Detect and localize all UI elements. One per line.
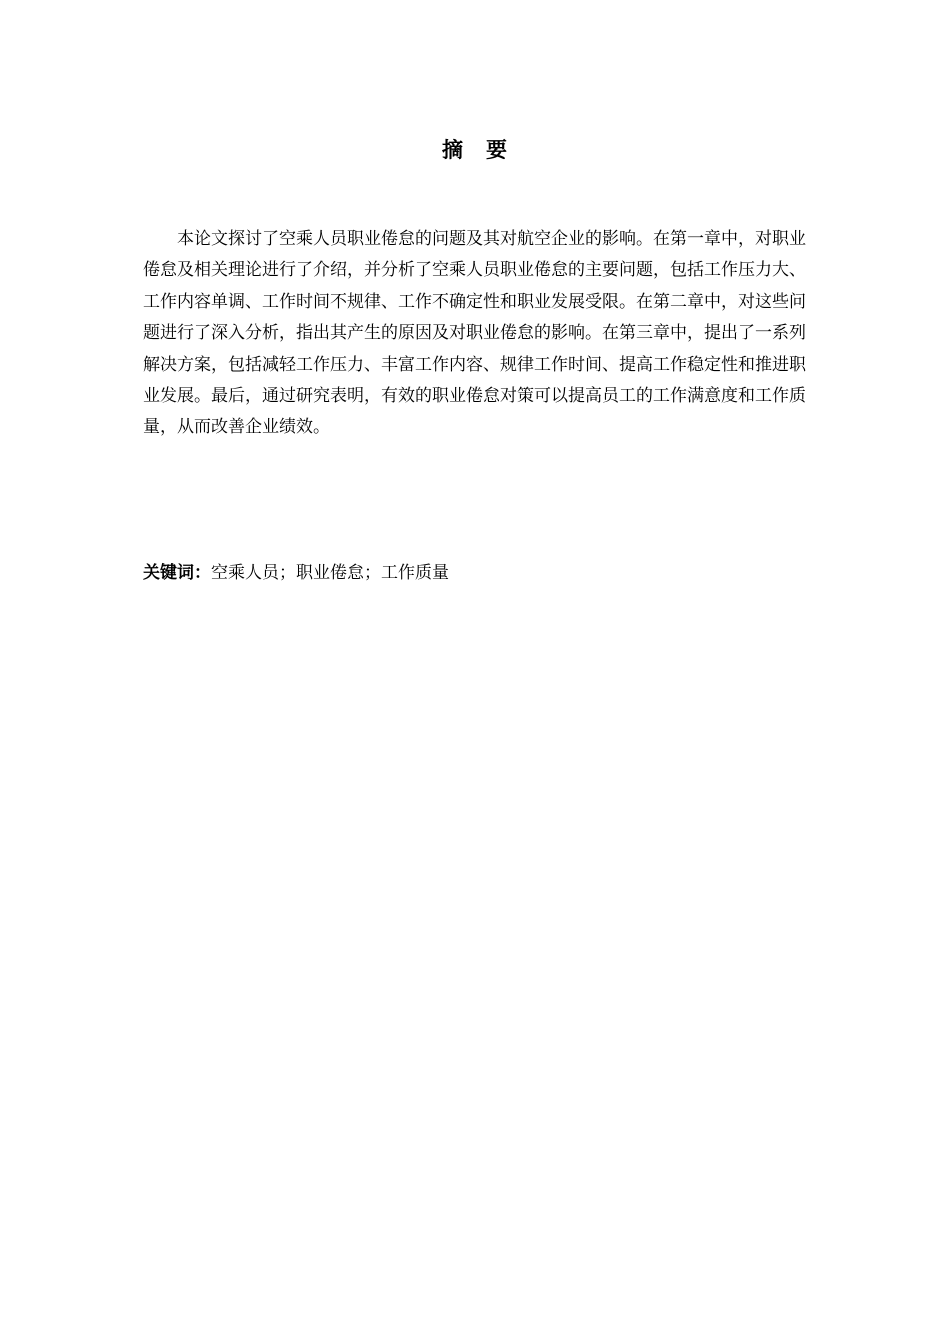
abstract-title-part2: 要 bbox=[486, 138, 508, 162]
keywords-label: 关键词： bbox=[143, 563, 211, 583]
abstract-body: 本论文探讨了空乘人员职业倦怠的问题及其对航空企业的影响。在第一章中，对职业倦怠及相关理论进行了介绍，并分析了空乘人员职业倦怠的主要问题，包括工作压力大、工作内容单调、工作时间不规律、工作不确定性和职业发展受限。在第二章中，对这些问题进行了深入分析，指出其产生的原因及对职业倦怠的影响。在第三章中，提出了一系列解决方案，包括减轻工作压力、丰富工作内容、规律工作时间、提高工作稳定性和推进职业发展。最后，通过研究表明，有效的职业倦怠对策可以提高员工的工作满意度和工作质量，从而改善企业绩效。 bbox=[143, 229, 806, 438]
keywords-value: 空乘人员；职业倦怠；工作质量 bbox=[211, 563, 449, 583]
abstract-title-part1: 摘 bbox=[442, 138, 464, 162]
abstract-title bbox=[0, 136, 950, 164]
keywords-line bbox=[143, 558, 806, 589]
